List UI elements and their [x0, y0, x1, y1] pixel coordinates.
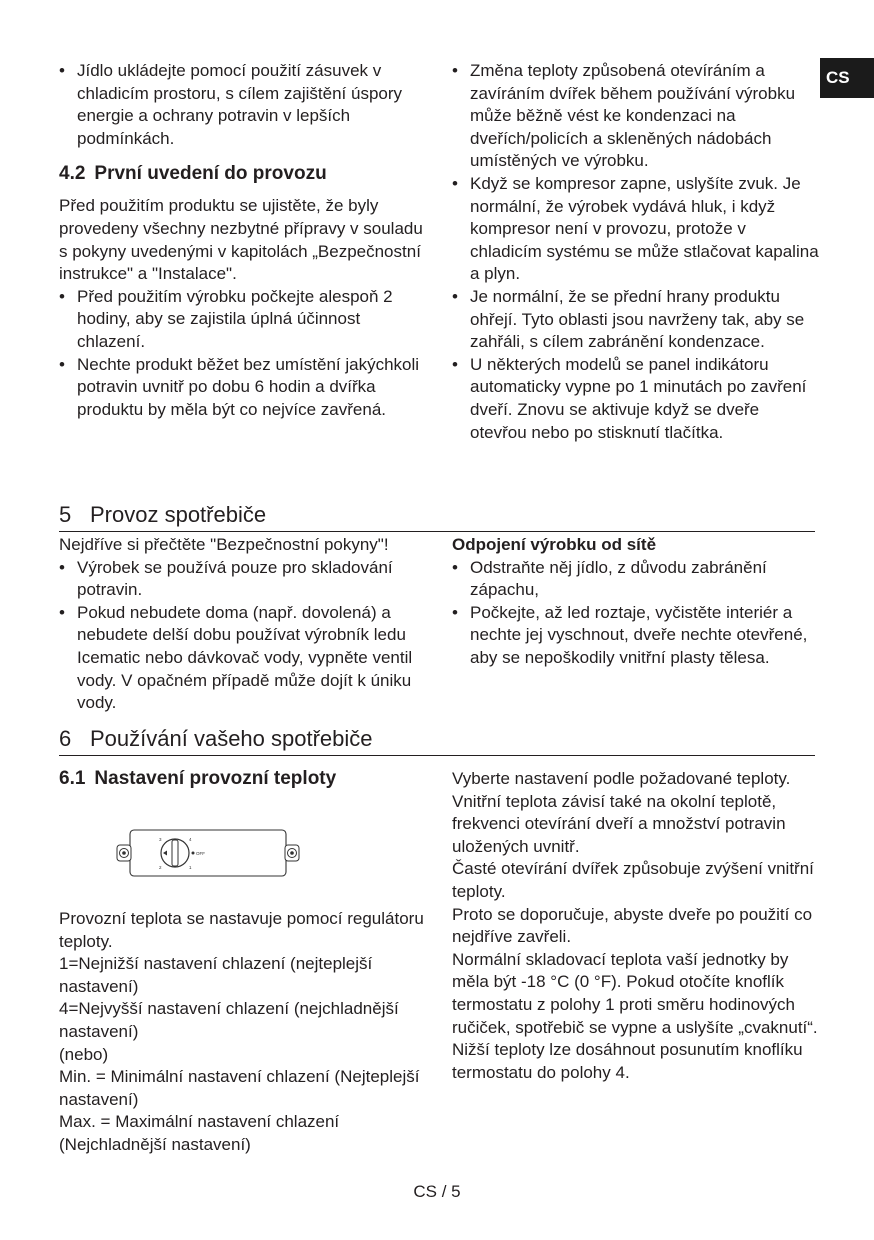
page-number: CS / 5	[413, 1182, 461, 1201]
list-item: • Jídlo ukládejte pomocí použití zásuvek v chladicím prostoru, s cílem zajištění úspory energie a ochrany potravin v lepších podmínkách.	[59, 60, 431, 150]
sec5-bullets	[59, 557, 431, 715]
subsection-4-2-bullets	[59, 286, 431, 422]
sec4-left-column	[59, 60, 431, 421]
paragraph: Časté otevírání dvířek způsobuje zvýšení vnitřní teploty.	[452, 859, 814, 901]
paragraph: Min. = Minimální nastavení chlazení (Nejteplejší nastavení)	[59, 1067, 420, 1109]
list-item: • Když se kompresor zapne, uslyšíte zvuk. Je normální, že výrobek vydává hluk, i když kompresor není v provozu, protože v chladicím systému se může stlačovat kapalina a plyn.	[452, 173, 820, 286]
section-6-heading	[59, 724, 815, 756]
list-item: • Je normální, že se přední hrany produktu ohřejí. Tyto oblasti jsou navrženy tak, aby se zahřáli, s cílem zabránění kondenzace.	[452, 286, 820, 354]
list-item: • U některých modelů se panel indikátoru automaticky vypne po 1 minutách po zavření dveří. Znovu se aktivuje když se dveře otevřou nebo po stisknutí tlačítka.	[452, 354, 820, 444]
paragraph: Vnitřní teplota závisí také na okolní teplotě, frekvenci otevírání dveří a množství potravin uložených uvnitř.	[452, 791, 786, 856]
left-screw-center	[122, 851, 126, 855]
subsection-title: Nastavení provozní teploty	[94, 768, 337, 789]
sec6-right-text	[452, 768, 820, 1084]
list-item: • Před použitím výrobku počkejte alespoň 2 hodiny, aby se zajistila úplná účinnost chlazení.	[59, 286, 431, 354]
subsection-4-2-intro: Před použitím produktu se ujistěte, že byly provedeny všechny nezbytné přípravy v souladu s pokyny uvedenými v kapitolách „Bezpečnostní instrukce" a "Instalace".	[59, 196, 423, 284]
knob-grip	[172, 840, 178, 866]
mark-2: 2	[159, 865, 162, 870]
sec6-left-text	[59, 908, 431, 1157]
paragraph: 4=Nejvyšší nastavení chlazení (nejchladnější nastavení)	[59, 999, 399, 1041]
paragraph: Normální skladovací teplota vaší jednotky by měla být -18 °C (0 °F). Pokud otočíte knoflík termostatu z polohy 1 proti směru hodinových ručiček, spotřebič se vypne a uslyšíte „cvaknutí“. Nižší teploty lze dosáhnout posunutím knoflíku termostatu do polohy 4.	[452, 949, 818, 1082]
paragraph: Max. = Maximální nastavení chlazení (Nejchladnější nastavení)	[59, 1112, 340, 1154]
mark-3: 3	[159, 837, 162, 842]
language-tab: CS	[820, 58, 874, 98]
sec4-right-bullets	[452, 60, 820, 444]
paragraph: Proto se doporučuje, abyste dveře po použití co nejdříve zavřeli.	[452, 904, 813, 947]
right-screw-center	[290, 851, 294, 855]
sec5-intro: Nejdříve si přečtěte "Bezpečnostní pokyny"!	[59, 535, 389, 554]
list-item: • Změna teploty způsobená otevíráním a zavíráním dvířek během používání výrobku může běžně vést ke kondenzaci na dveřích/policích a skleněných nádobách umístěných ve výrobku.	[452, 60, 820, 173]
section-title: Provoz spotřebiče	[90, 502, 267, 527]
list-item: • Pokud nebudete doma (např. dovolená) a nebudete delší dobu používat výrobník ledu Icematic nebo dávkovač vody, vypněte ventil vody. V opačném případě může dojít k úniku vody.	[59, 602, 431, 715]
sec5-left-column	[59, 534, 431, 715]
subsection-number: 6.1	[59, 768, 86, 789]
paragraph: Provozní teplota se nastavuje pomocí regulátoru teploty.	[59, 909, 424, 951]
sec5-right-column	[452, 534, 820, 670]
paragraph: Vyberte nastavení podle požadované teploty.	[452, 769, 791, 788]
subsection-6-1-heading	[59, 767, 431, 791]
list-item: • Nechte produkt běžet bez umístění jakýchkoli potravin uvnitř po dobu 6 hodin a dvířka produktu by měla být co nejvíce zavřená.	[59, 354, 431, 422]
thermostat-panel-illustration	[116, 829, 300, 877]
list-item: • Počkejte, až led roztaje, vyčistěte interiér a nechte jej vyschnout, dveře nechte otevřené, aby se nepoškodily vnitřní plasty tělesa.	[452, 602, 820, 670]
paragraph: (nebo)	[59, 1044, 109, 1064]
sec4-right-column	[452, 60, 820, 444]
mark-1: 1	[189, 865, 192, 870]
disconnect-heading: Odpojení výrobku od sítě	[452, 535, 657, 554]
paragraph: 1=Nejnižší nastavení chlazení (nejteplejší nastavení)	[59, 954, 373, 996]
subsection-title: První uvedení do provozu	[94, 163, 327, 185]
list-item: • Odstraňte něj jídlo, z důvodu zabránění zápachu,	[452, 557, 820, 602]
disconnect-bullets	[452, 557, 820, 670]
mark-4: 4	[189, 837, 192, 842]
mark-off: OFF	[196, 850, 205, 856]
subsection-number: 4.2	[59, 163, 86, 185]
section-title: Používání vašeho spotřebiče	[90, 726, 373, 751]
subsection-4-2-heading	[59, 162, 431, 186]
section-5-heading	[59, 500, 815, 532]
top-left-bullet-list	[59, 60, 431, 150]
section-number: 5	[59, 502, 72, 527]
thermostat-panel-frame	[130, 830, 286, 876]
sec6-left-heading-block	[59, 767, 431, 791]
section-number: 6	[59, 726, 72, 751]
list-item: • Výrobek se používá pouze pro skladování potravin.	[59, 557, 431, 602]
off-dot	[192, 852, 195, 855]
